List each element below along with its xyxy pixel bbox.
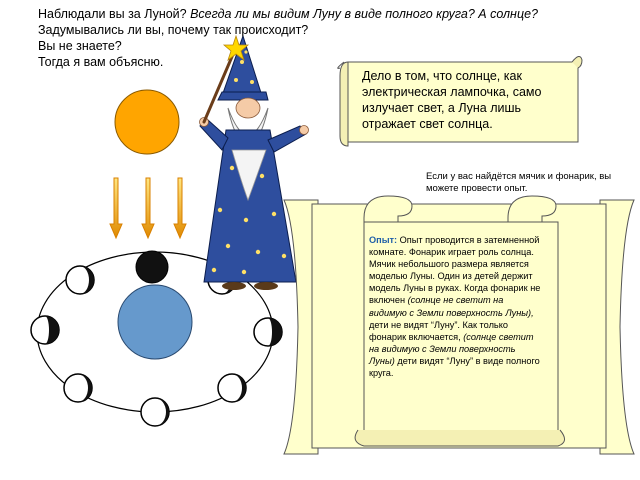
moon-phase-icon xyxy=(31,316,59,344)
ray-arrow-icon xyxy=(110,178,122,238)
speech-text: Дело в том, что солнце, как электрическая лампочка, само излучает свет, а Луна лишь отражает свет солнца. xyxy=(362,69,542,131)
ray-arrow-icon xyxy=(142,178,154,238)
experiment-label: Опыт: xyxy=(369,235,398,245)
moon-phase-icon xyxy=(66,266,94,294)
moon-phase-icon xyxy=(218,374,246,402)
experiment-hint-text: Если у вас найдётся мячик и фонарик, вы можете провести опыт. xyxy=(426,171,612,194)
sun-icon xyxy=(115,90,179,154)
ray-arrow-icon xyxy=(174,178,186,238)
new-moon-icon xyxy=(136,251,168,283)
intro-line-1: Наблюдали вы за Луной? Всегда ли мы видим Луну в виде полного круга? А солнце? xyxy=(38,7,538,21)
experiment-description: Опыт: Опыт проводится в затемненной комнате. Фонарик играет роль солнца. Мячик небольшого размера является моделью Луны. Один из детей держит модель Луны в руках. Когда фонарик не включен (солнце не светит на видимую с Земли поверхность Луны), дети не видят “Луну”. Как только фонарик включается, (солнце светит на видимую с Земли поверхность Луны) дети видят “Луну” в виде полного круга. xyxy=(369,235,541,379)
moon-phase-icon xyxy=(64,374,92,402)
earth-icon xyxy=(118,285,192,359)
moon-phase-icon xyxy=(141,398,169,426)
intro-line-3: Вы не знаете? xyxy=(38,39,122,53)
intro-text xyxy=(38,6,638,70)
moon-phase-icon xyxy=(254,318,282,346)
intro-question: Всегда ли мы видим Луну в виде полного круга? А солнце? xyxy=(190,7,538,21)
wizard-icon xyxy=(200,36,309,290)
intro-line-4: Тогда я вам объясню. xyxy=(38,55,164,69)
intro-line-2: Задумывались ли вы, почему так происходит? xyxy=(38,23,309,37)
